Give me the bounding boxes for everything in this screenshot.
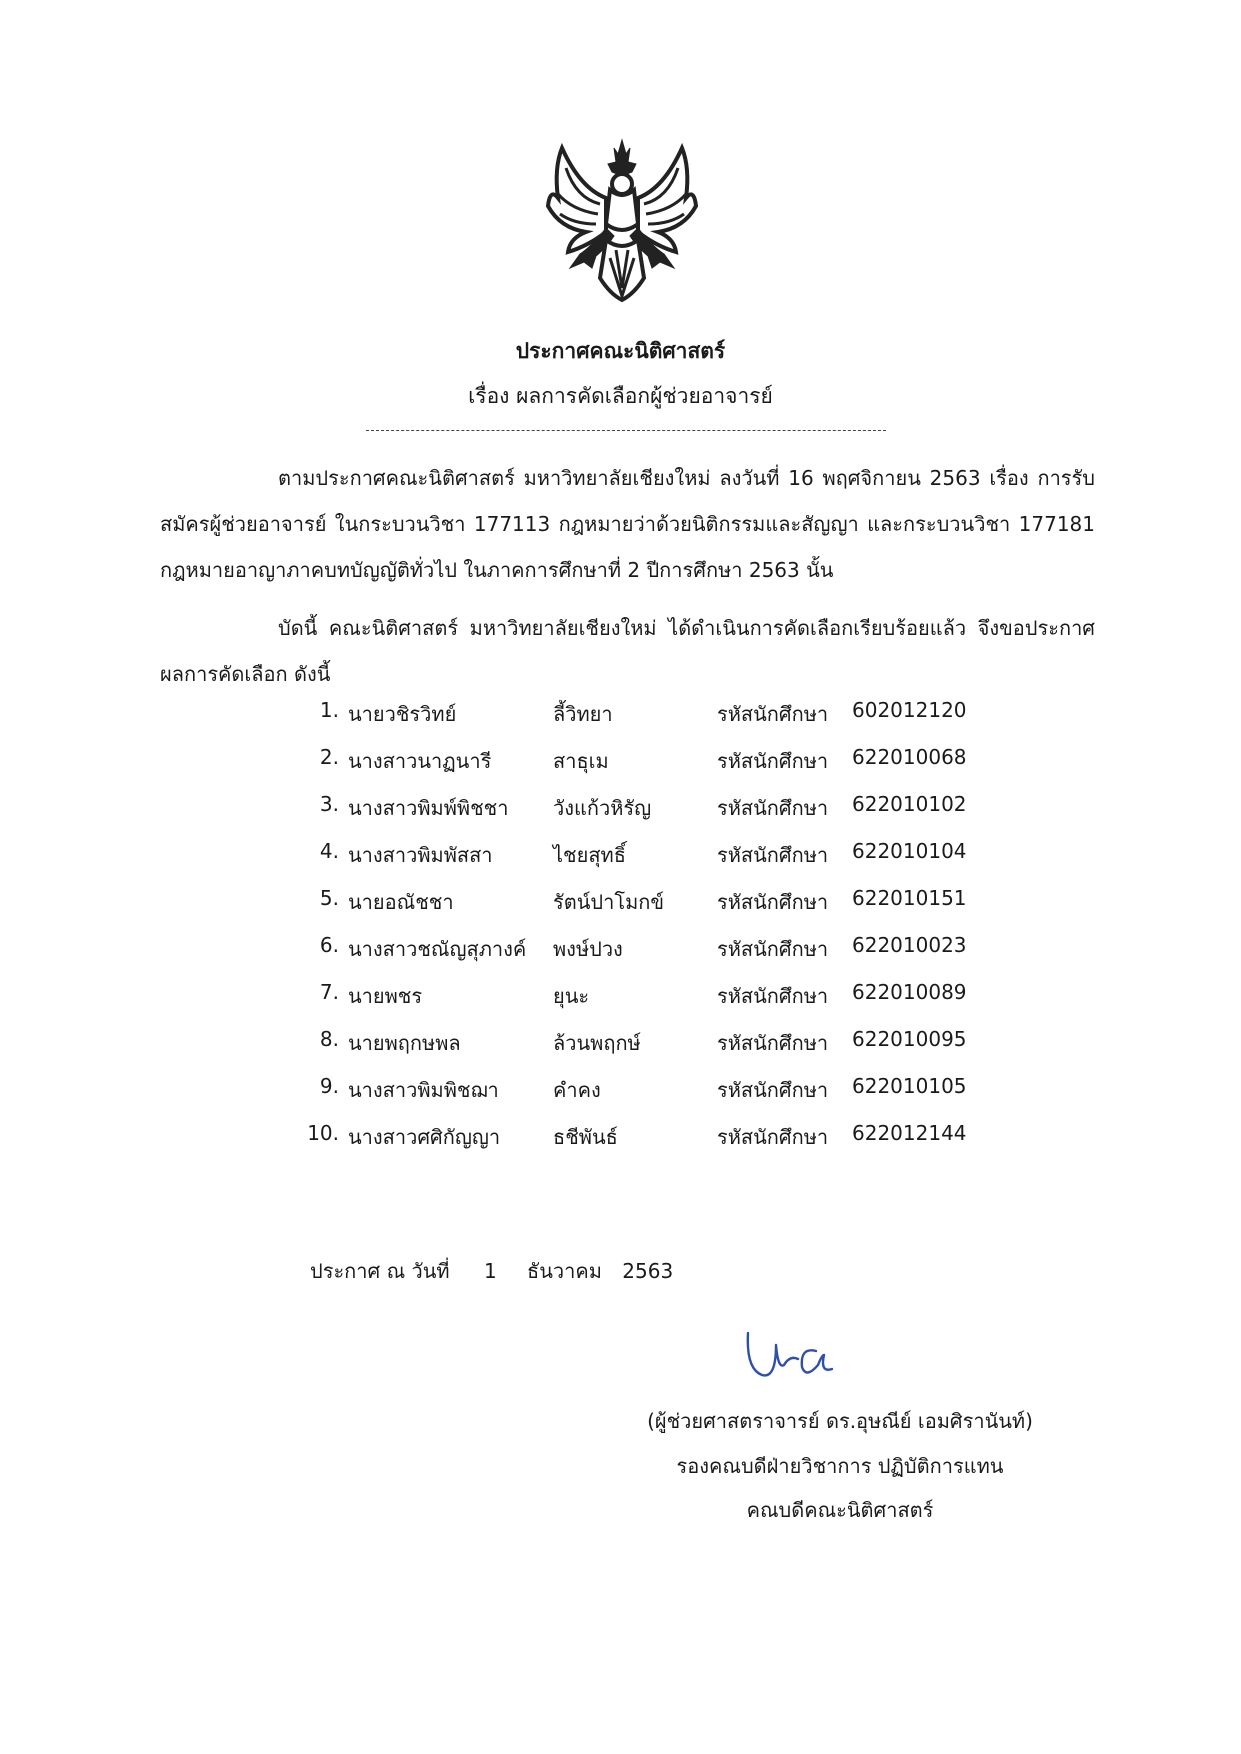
- item-last-name: ไชยสุทธิ์: [553, 843, 626, 867]
- item-student-id: 622010023: [852, 933, 967, 957]
- list-item: [0, 1074, 1241, 1121]
- paragraph-reference: [160, 455, 1095, 593]
- item-last-name: ยุนะ: [553, 984, 590, 1008]
- item-number: 1.: [319, 698, 339, 722]
- list-item: [0, 1027, 1241, 1074]
- item-number: 4.: [319, 839, 339, 863]
- signatory-position: รองคณบดีฝ่ายวิชาการ ปฏิบัติการแทน: [676, 1454, 1004, 1478]
- item-first-name: นายพชร: [348, 984, 423, 1008]
- announcement-date: [310, 1255, 673, 1287]
- item-first-name: นางสาวนาฏนารี: [348, 749, 492, 773]
- announce-year: 2563: [622, 1259, 674, 1283]
- announcement-title: ประกาศคณะนิติศาสตร์: [515, 339, 726, 363]
- signatory-position-acting: คณบดีคณะนิติศาสตร์: [746, 1498, 934, 1522]
- item-last-name: สาธุเม: [553, 749, 609, 773]
- item-student-id: 622012144: [852, 1121, 967, 1145]
- list-item: [0, 698, 1241, 745]
- list-item: [0, 933, 1241, 980]
- item-number: 5.: [319, 886, 339, 910]
- item-last-name: รัตน์ปาโมกข์: [553, 890, 665, 914]
- item-number: 8.: [319, 1027, 339, 1051]
- item-id-label: รหัสนักศึกษา: [717, 843, 829, 867]
- announcement-subject: เรื่อง ผลการคัดเลือกผู้ช่วยอาจารย์: [468, 384, 773, 408]
- paragraph-1-text: ตามประกาศคณะนิติศาสตร์ มหาวิทยาลัยเชียงใหม่ ลงวันที่ 16 พฤศจิกายน 2563 เรื่อง การรับสมัครผู้ช่วยอาจารย์ ในกระบวนวิชา 177113 กฎหมายว่าด้วยนิติกรรมและสัญญา และกระบวนวิชา 177181 กฎหมายอาญาภาคบทบัญญัติทั่วไป ในภาคการศึกษาที่ 2 ปีการศึกษา 2563 นั้น: [160, 466, 1095, 582]
- item-student-id: 622010089: [852, 980, 967, 1004]
- item-first-name: นางสาวศศิกัญญา: [348, 1125, 501, 1149]
- item-student-id: 622010095: [852, 1027, 967, 1051]
- dashed-divider: [366, 430, 886, 431]
- item-number: 7.: [319, 980, 339, 1004]
- item-number: 9.: [319, 1074, 339, 1098]
- item-student-id: 622010068: [852, 745, 967, 769]
- list-item: [0, 980, 1241, 1027]
- item-student-id: 622010151: [852, 886, 967, 910]
- item-first-name: นายอณัชชา: [348, 890, 454, 914]
- item-last-name: วังแก้วหิรัญ: [553, 796, 652, 820]
- signatory-name: (ผู้ช่วยศาสตราจารย์ ดร.อุษณีย์ เอมศิรานันท์): [647, 1409, 1033, 1433]
- item-first-name: นางสาวพิมพัสสา: [348, 843, 493, 867]
- item-first-name: นางสาวพิมพิชฌา: [348, 1078, 499, 1102]
- item-last-name: คำคง: [553, 1078, 601, 1102]
- list-item: [0, 745, 1241, 792]
- item-first-name: นางสาวพิมพ์พิชชา: [348, 796, 509, 820]
- item-student-id: 622010105: [852, 1074, 967, 1098]
- item-first-name: นายวชิรวิทย์: [348, 702, 457, 726]
- list-item: [0, 792, 1241, 839]
- handwritten-signature: [740, 1325, 860, 1385]
- item-last-name: พงษ์ปวง: [553, 937, 623, 961]
- announce-label: ประกาศ ณ วันที่: [310, 1259, 450, 1283]
- item-id-label: รหัสนักศึกษา: [717, 937, 829, 961]
- item-student-id: 602012120: [852, 698, 967, 722]
- item-id-label: รหัสนักศึกษา: [717, 890, 829, 914]
- item-id-label: รหัสนักศึกษา: [717, 1078, 829, 1102]
- item-last-name: ล้วนพฤกษ์: [553, 1031, 641, 1055]
- item-last-name: ธชีพันธ์: [553, 1125, 618, 1149]
- item-id-label: รหัสนักศึกษา: [717, 702, 829, 726]
- item-number: 6.: [319, 933, 339, 957]
- announce-month: ธันวาคม: [527, 1259, 602, 1283]
- list-item: [0, 886, 1241, 933]
- item-id-label: รหัสนักศึกษา: [717, 984, 829, 1008]
- item-id-label: รหัสนักศึกษา: [717, 1125, 829, 1149]
- item-number: 3.: [319, 792, 339, 816]
- announce-day: 1: [483, 1259, 497, 1283]
- list-item: [0, 839, 1241, 886]
- item-id-label: รหัสนักศึกษา: [717, 1031, 829, 1055]
- item-first-name: นางสาวชณัญสุภางค์: [348, 937, 527, 961]
- item-first-name: นายพฤกษพล: [348, 1031, 461, 1055]
- item-id-label: รหัสนักศึกษา: [717, 796, 829, 820]
- item-number: 10.: [307, 1121, 339, 1145]
- item-student-id: 622010104: [852, 839, 967, 863]
- garuda-emblem: [540, 128, 705, 308]
- item-student-id: 622010102: [852, 792, 967, 816]
- paragraph-2-text: บัดนี้ คณะนิติศาสตร์ มหาวิทยาลัยเชียงใหม่ ได้ดำเนินการคัดเลือกเรียบร้อยแล้ว จึงขอประกาศผลการคัดเลือก ดังนี้: [160, 616, 1095, 686]
- item-last-name: ลี้วิทยา: [553, 702, 613, 726]
- item-number: 2.: [319, 745, 339, 769]
- list-item: [0, 1121, 1241, 1168]
- item-id-label: รหัสนักศึกษา: [717, 749, 829, 773]
- paragraph-result: [160, 605, 1095, 697]
